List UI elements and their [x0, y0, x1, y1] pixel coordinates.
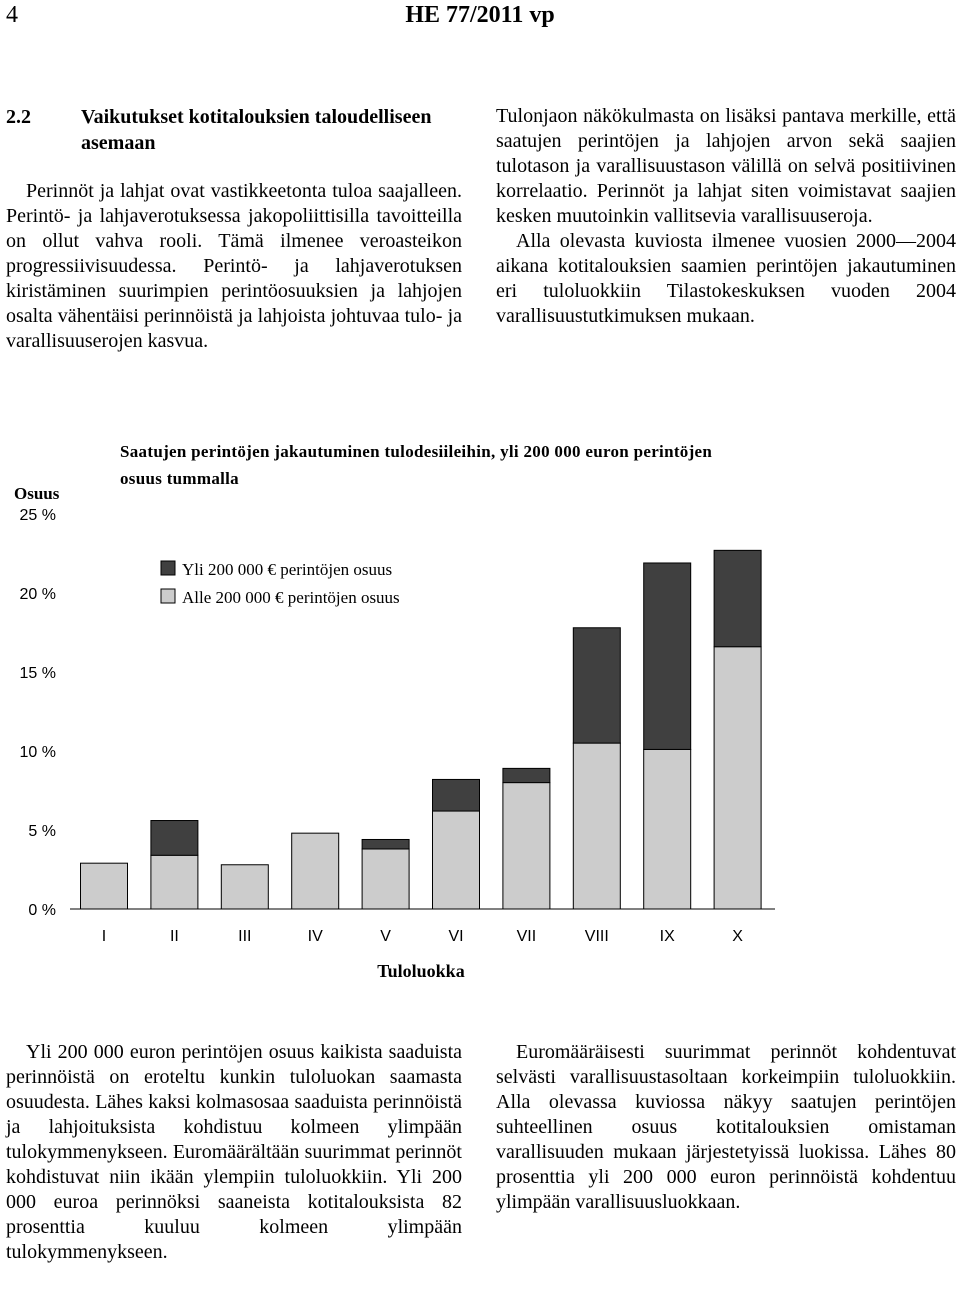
bar-over-200000: [644, 563, 691, 749]
x-axis-label: Tuloluokka: [377, 961, 465, 981]
paragraph: Perinnöt ja lahjat ovat vastikkeetonta tuloa saajalleen. Perintö- ja lahjaverotuksessa jakopoliittisilla tavoitteilla on ollut vahva rooli. Tämä ilmenee veroasteikon progressiivisuudessa. Perintö- ja lahjaverotuksen kiristäminen suurimpien perintöosuuksien ja lahjojen osalta vähentäisi perinnöistä ja lahjoista johtuvaa tulo- ja varallisuuserojen kasvua.: [6, 180, 462, 352]
chart-title: Saatujen perintöjen jakautuminen tulodesiileihin, yli 200 000 euron perintöjen osuus tummalla: [120, 442, 713, 488]
x-tick-label: II: [169, 928, 179, 945]
bar-under-200000: [503, 783, 550, 909]
x-tick-label: VII: [516, 928, 537, 945]
paragraph: Yli 200 000 euron perintöjen osuus kaikista saaduista perinnöistä on eroteltu kunkin tuloluokan saamasta osuudesta. Lähes kaksi kolmasosaa saaduista perinnöistä ja lahjoituksista kohdistuu kolmeen ylimpään tulokymmenykseen. Euromäärältään suurimmat perinnöt kohdistuvat niin ikään ylempiin tuloluokkiin. Yli 200 000 euroa perinnöksi saaneista kotitalouksista 82 prosenttia kuuluu kolmeen ylimpään tulokymmenykseen.: [6, 1041, 462, 1263]
bar-under-200000: [644, 749, 691, 909]
bar-under-200000: [151, 855, 198, 909]
x-tick-label: V: [380, 928, 391, 945]
bar-under-200000: [221, 865, 268, 909]
section-number: 2.2: [6, 106, 31, 128]
x-tick-label: III: [238, 928, 252, 945]
left-column-bottom: [6, 1040, 462, 1265]
x-tick-label: VIII: [584, 928, 609, 945]
bar-under-200000: [292, 833, 339, 909]
bar-over-200000: [433, 779, 480, 811]
document-id: HE 77/2011 vp: [405, 2, 555, 28]
paragraph: Tulonjaon näkökulmasta on lisäksi pantava merkille, että saatujen perintöjen ja lahjojen arvon sekä saajien tulotason ja varallisuustason välillä on selvä positiivinen korrelaatio. Perinnöt ja lahjat siten voimistavat saajien kesken muutoinkin vallitsevia varallisuuseroja.: [496, 105, 956, 227]
legend-label: Alle 200 000 € perintöjen osuus: [182, 588, 400, 607]
bar-over-200000: [151, 821, 198, 856]
y-axis-label: Osuus: [14, 484, 60, 503]
bar-under-200000: [433, 811, 480, 909]
paragraph: Alla olevasta kuviosta ilmenee vuosien 2000—2004 aikana kotitalouksien saamien perintöjen jakautuminen eri tuloluokkiin Tilastokeskuksen vuoden 2004 varallisuustutkimuksen mukaan.: [496, 230, 956, 327]
y-tick-label: 10 %: [19, 744, 56, 761]
legend-label: Yli 200 000 € perintöjen osuus: [182, 560, 393, 579]
x-tick-label: I: [101, 928, 107, 945]
paragraph: Euromääräisesti suurimmat perinnöt kohdentuvat selvästi varallisuustasoltaan korkeimpiin tuloluokkiin. Alla olevassa kuviossa näkyy saatujen perintöjen suhteellinen osuus kotitalouksien omistaman varallisuuden mukaan järjestetyissä luokissa. Lähes 80 prosenttia yli 200 000 euron perinnöistä kohdentuu ylimpään varallisuusluokkaan.: [496, 1041, 956, 1213]
y-tick-label: 20 %: [19, 586, 56, 603]
bar-over-200000: [362, 839, 409, 848]
x-tick-label: IX: [659, 928, 675, 945]
x-tick-label: IV: [307, 928, 323, 945]
section-title: Vaikutukset kotitalouksien taloudelliseen asemaan: [81, 106, 432, 154]
right-column-bottom: [496, 1040, 956, 1215]
y-tick-label: 5 %: [28, 823, 56, 840]
page-number: 4: [6, 2, 18, 28]
bar-under-200000: [362, 849, 409, 909]
bar-under-200000: [81, 863, 128, 909]
x-tick-label: X: [732, 928, 743, 945]
y-tick-label: 25 %: [19, 507, 56, 524]
bar-over-200000: [714, 550, 761, 646]
legend-swatch: [161, 561, 175, 575]
x-tick-label: VI: [448, 928, 464, 945]
bar-under-200000: [714, 647, 761, 909]
bar-over-200000: [503, 768, 550, 782]
y-tick-label: 15 %: [19, 665, 56, 682]
y-tick-label: 0 %: [28, 902, 56, 919]
bar-under-200000: [573, 743, 620, 909]
legend-swatch: [161, 589, 175, 603]
bar-over-200000: [573, 628, 620, 743]
